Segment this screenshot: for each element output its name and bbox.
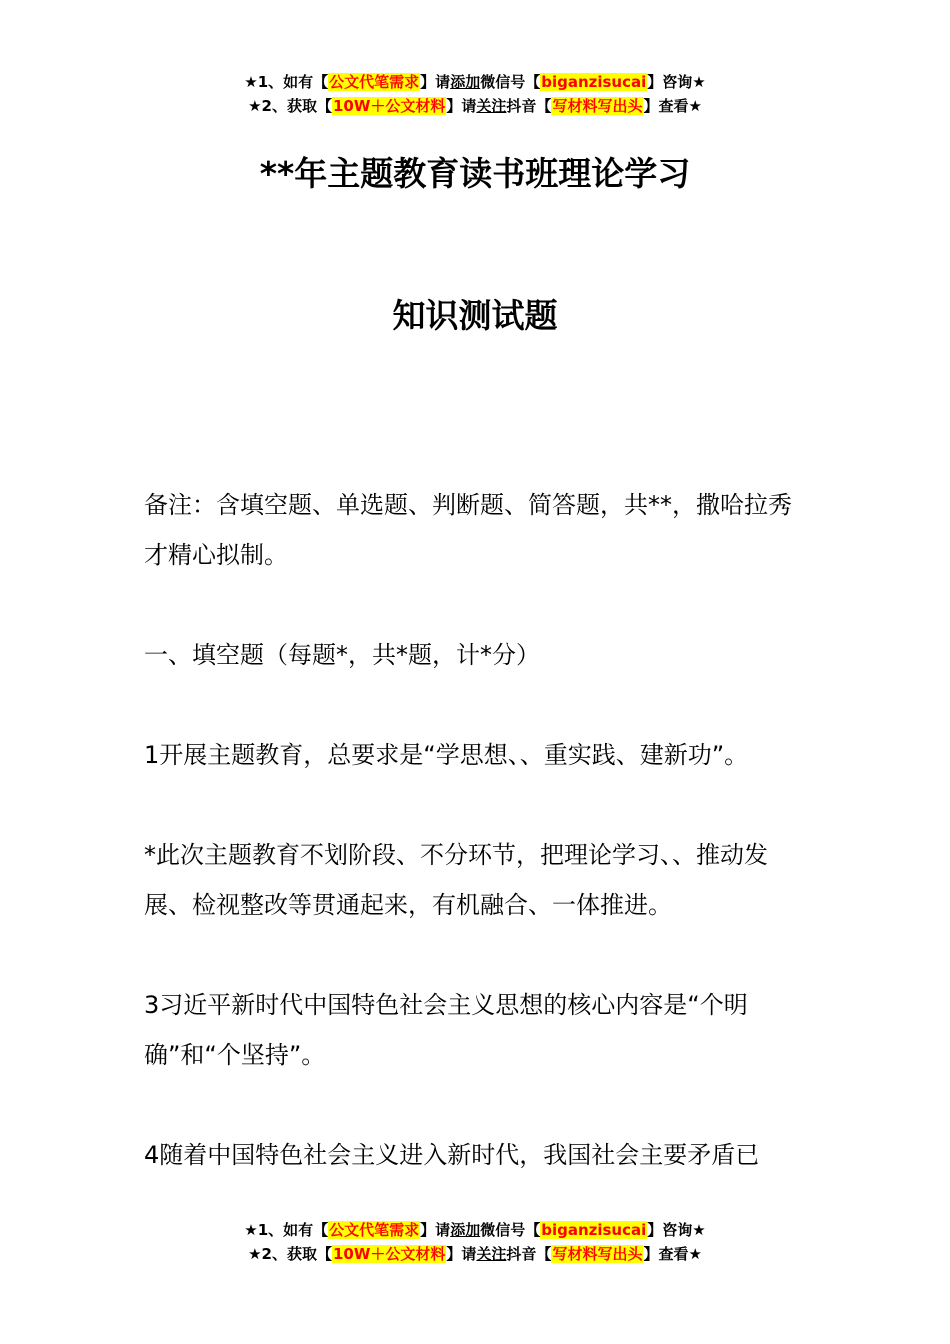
banner-text: 抖音【 <box>506 1245 552 1263</box>
banner-highlight: 写材料写出头 <box>552 97 643 115</box>
question-1: 1开展主题教育，总要求是“学思想、、重实践、建新功”。 <box>144 741 749 769</box>
banner-highlight: 公文代笔需求 <box>329 73 420 91</box>
banner-text: 】查看★ <box>643 97 702 115</box>
banner-underlined: 关注 <box>476 97 507 115</box>
question-2: *此次主题教育不划阶段、不分环节，把理论学习、、推动发展、检视整改等贯通起来，有机融合、一体推进。 <box>144 841 768 919</box>
banner-text: 抖音【 <box>506 97 552 115</box>
banner-text: 】请 <box>446 97 477 115</box>
banner-highlight: 公文代笔需求 <box>329 1221 420 1239</box>
banner-highlight: 写材料写出头 <box>552 1245 643 1263</box>
banner-text: 】请 <box>420 1221 451 1239</box>
banner-underlined: 添加 <box>450 73 481 91</box>
banner-text: 微信号【 <box>480 1221 541 1239</box>
document-title-line-2: 知识测试题 <box>392 296 558 335</box>
banner-text: 微信号【 <box>480 73 541 91</box>
banner-text: ★2、获取【 <box>248 97 332 115</box>
banner-line-1 <box>0 1218 950 1242</box>
banner-text: 】咨询★ <box>647 73 706 91</box>
document-title-line-1: **年主题教育读书班理论学习 <box>259 154 691 193</box>
banner-line-2 <box>0 94 950 118</box>
banner-text: 】咨询★ <box>647 1221 706 1239</box>
banner-text: 】请 <box>420 73 451 91</box>
banner-text: ★1、如有【 <box>244 1221 329 1239</box>
banner-text: ★2、获取【 <box>248 1245 332 1263</box>
question-4: 4随着中国特色社会主义进入新时代，我国社会主要矛盾已 <box>144 1141 760 1169</box>
banner-text: 】请 <box>446 1245 477 1263</box>
banner-underlined: 添加 <box>450 1221 481 1239</box>
top-banner <box>0 70 950 118</box>
bottom-banner <box>0 1218 950 1266</box>
banner-highlight: biganzisucai <box>541 1221 647 1239</box>
banner-highlight: biganzisucai <box>541 73 647 91</box>
section-heading-fill-blank: 一、填空题（每题*，共*题，计*分） <box>144 641 540 669</box>
banner-text: ★1、如有【 <box>244 73 329 91</box>
banner-line-1 <box>0 70 950 94</box>
question-3: 3习近平新时代中国特色社会主义思想的核心内容是“个明确”和“个坚持”。 <box>144 991 748 1069</box>
banner-underlined: 关注 <box>476 1245 507 1263</box>
note-paragraph: 备注：含填空题、单选题、判断题、简答题，共**，撒哈拉秀才精心拟制。 <box>144 491 792 569</box>
banner-text: 】查看★ <box>643 1245 702 1263</box>
banner-line-2 <box>0 1242 950 1266</box>
banner-highlight: 10W＋公文材料 <box>332 1245 446 1263</box>
banner-highlight: 10W＋公文材料 <box>332 97 446 115</box>
